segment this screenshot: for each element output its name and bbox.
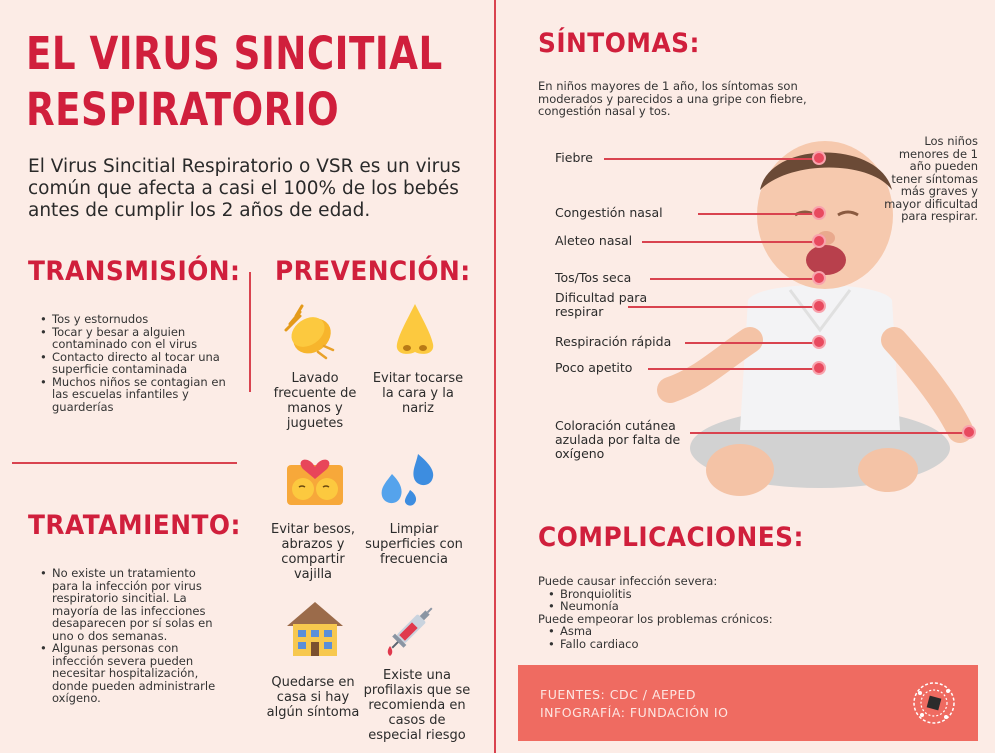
center-divider [494, 0, 496, 753]
pointer-dot [812, 151, 826, 165]
pointer-line [648, 368, 820, 370]
title-line-1: EL VIRUS SINCITIAL [26, 27, 443, 80]
pointer-dot [812, 271, 826, 285]
clapping-hands-icon [282, 302, 342, 362]
complicaciones-heading: COMPLICACIONES: [538, 522, 804, 553]
pointer-dot [812, 335, 826, 349]
sintomas-intro: En niños mayores de 1 año, los síntomas son moderados y parecidos a una gripe con fiebre, congestión nasal y tos. [538, 79, 807, 118]
pointer-line [628, 306, 820, 308]
list-item: • Muchos niños se contagian en las escuelas infantiles y guarderías [38, 376, 230, 414]
prevencion-item-6: Existe una profilaxis que se recomienda en casos de especial riesgo [363, 668, 471, 743]
list-item: • Algunas personas con infección severa pueden necesitar hospitalización, donde pueden administrarle oxígeno. [38, 642, 218, 705]
prevencion-item-4: Limpiar superficies con frecuencia [365, 522, 463, 567]
kissing-couple-icon [285, 447, 345, 507]
symptom-label: Tos/Tos seca [555, 270, 632, 285]
pointer-line [650, 278, 820, 280]
sintomas-side-note: Los niños menores de 1 año pueden tener síntomas más graves y mayor dificultad para respirar. [884, 134, 978, 223]
pointer-dot [812, 299, 826, 313]
prevencion-item-1: Lavado frecuente de manos y juguetes [273, 371, 357, 431]
list-item: • Fallo cardiaco [546, 638, 838, 651]
transmision-list [38, 313, 230, 413]
pointer-dot [812, 206, 826, 220]
prevencion-item-3: Evitar besos, abrazos y compartir vajilla [271, 522, 355, 582]
syringe-icon [382, 598, 442, 658]
page-title [26, 26, 449, 138]
list-item: • Contacto directo al tocar una superficie contaminada [38, 351, 230, 376]
symptom-label: Dificultad para respirar [555, 290, 648, 319]
list-item: • Asma [546, 625, 838, 638]
water-drops-icon [378, 450, 438, 510]
footer-credit: INFOGRAFÍA: FUNDACIÓN IO [540, 705, 729, 720]
logo-icon [910, 679, 958, 727]
house-icon [285, 598, 345, 658]
transmision-heading: TRANSMISIÓN: [28, 256, 241, 287]
footer-sources: FUENTES: CDC / AEPED [540, 687, 696, 702]
pointer-line [698, 213, 820, 215]
tratamiento-list [38, 567, 218, 705]
complicaciones-line-2: Puede empeorar los problemas crónicos: [538, 611, 773, 626]
symptom-label: Aleteo nasal [555, 233, 633, 248]
pointer-dot [812, 361, 826, 375]
prevencion-heading: PREVENCIÓN: [275, 256, 471, 287]
list-item: • Neumonía [546, 600, 838, 613]
list-item: • No existe un tratamiento para la infección por virus respiratorio sincitial. La mayoría de las infecciones desaparecen por sí solas en uno o dos semanas. [38, 567, 218, 642]
prevencion-item-2: Evitar tocarse la cara y la nariz [372, 371, 464, 416]
footer [518, 665, 978, 741]
prevencion-item-5: Quedarse en casa si hay algún síntoma [266, 675, 360, 720]
column-separator [249, 272, 251, 392]
intro-text: El Virus Sincitial Respiratorio o VSR es un virus común que afecta a casi el 100% de los bebés antes de cumplir los 2 años de edad. [28, 156, 461, 221]
list-item: • Tocar y besar a alguien contaminado con el virus [38, 326, 230, 351]
list-item: • Tos y estornudos [38, 313, 230, 326]
pointer-line [642, 241, 820, 243]
symptom-label: Poco apetito [555, 360, 633, 375]
complicaciones-list-2 [546, 625, 838, 650]
list-item: • Bronquiolitis [546, 588, 838, 601]
symptom-label: Respiración rápida [555, 334, 672, 349]
complicaciones-list-1 [546, 588, 838, 613]
symptom-label: Coloración cutánea azulada por falta de oxígeno [555, 418, 681, 461]
sintomas-heading: SÍNTOMAS: [538, 28, 700, 59]
pointer-line [604, 158, 820, 160]
tratamiento-heading: TRATAMIENTO: [28, 510, 241, 541]
nose-icon [385, 300, 445, 360]
complicaciones-block [538, 575, 838, 650]
complicaciones-line-1: Puede causar infección severa: [538, 574, 718, 588]
section-separator [12, 462, 237, 464]
pointer-line [685, 342, 820, 344]
title-line-2: RESPIRATORIO [26, 83, 340, 136]
pointer-dot [812, 234, 826, 248]
symptom-label: Fiebre [555, 150, 593, 165]
symptom-label: Congestión nasal [555, 205, 663, 220]
pointer-dot [962, 425, 976, 439]
pointer-line [690, 432, 970, 434]
